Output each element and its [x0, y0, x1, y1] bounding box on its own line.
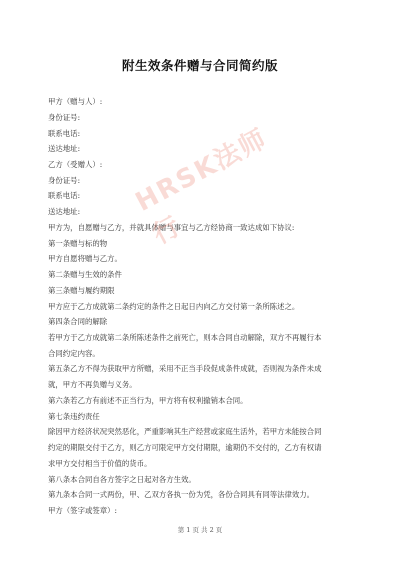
party-b-address-label: 送达地址: [48, 207, 81, 217]
party-b-label: 乙方（受赠人）: [48, 159, 103, 169]
article-9-text: 第九条本合同一式两份，甲、乙双方各执一份为凭，各份合同具有同等法律效力。 [48, 490, 315, 500]
article-3-heading: 第三条赠与履约期限 [48, 285, 115, 295]
article-7-text-line-1: 除因甲方经济状况突然恶化，严重影响其生产经营或家庭生活外，若甲方未能按合同 [48, 427, 322, 437]
article-5-text-line-1: 第五条乙方不得为获取甲方所赠，采用不正当手段促成条件成就，否则视为条件未成 [48, 364, 322, 374]
party-a-id-label: 身份证号: [48, 112, 81, 122]
article-6-text: 第六条若乙方有前述不正当行为，甲方将有权利撤销本合同。 [48, 395, 248, 405]
article-4-heading: 第四条合同的解除 [48, 317, 108, 327]
party-a-label: 甲方（赠与人）: [48, 97, 103, 106]
article-8-text: 第八条本合同自各方签字之日起对各方生效。 [48, 474, 196, 484]
article-4-text-line-1: 若甲方于乙方成就第二条所陈述条件之前死亡，则本合同自动解除，双方不再履行本 [48, 333, 322, 342]
party-b-id-label: 身份证号: [48, 175, 81, 185]
article-1-text: 甲方自愿将赠与乙方。 [48, 254, 122, 264]
party-a-signature-label: 甲方（签字或签章）: [48, 506, 118, 515]
party-b-phone-label: 联系电话: [48, 191, 81, 201]
article-5-text-line-2: 就，甲方不再负赠与义务。 [48, 380, 137, 390]
article-3-text: 甲方应于乙方成就第二条约定的条件之日起日内向乙方交付第一条所陈述之。 [48, 301, 300, 311]
article-7-text-line-2: 约定的期限交付于乙方，则乙方可限定甲方交付期限，逾期仍不交付的，乙方有权请 [48, 443, 322, 453]
preamble-text: 甲方为，自愿赠与乙方，并就具体赠与事宜与乙方经协商一致达成如下协议: [48, 222, 295, 232]
page-footer: 第 1 页 共 2 页 [177, 526, 223, 534]
watermark-logo: HRSK法师行 [130, 123, 273, 251]
document-title: 附生效条件赠与合同简约版 [121, 58, 278, 73]
party-a-address-label: 送达地址: [48, 144, 81, 154]
article-7-text-line-3: 求甲方交付相当于价值的货币。 [48, 458, 152, 468]
article-1-heading: 第一条赠与标的物 [48, 238, 108, 248]
article-4-text-line-2: 合同约定内容。 [48, 348, 100, 358]
article-2-heading: 第二条赠与生效的条件 [48, 270, 122, 279]
party-a-phone-label: 联系电话: [48, 128, 81, 138]
article-7-heading: 第七条违约责任 [48, 411, 100, 421]
